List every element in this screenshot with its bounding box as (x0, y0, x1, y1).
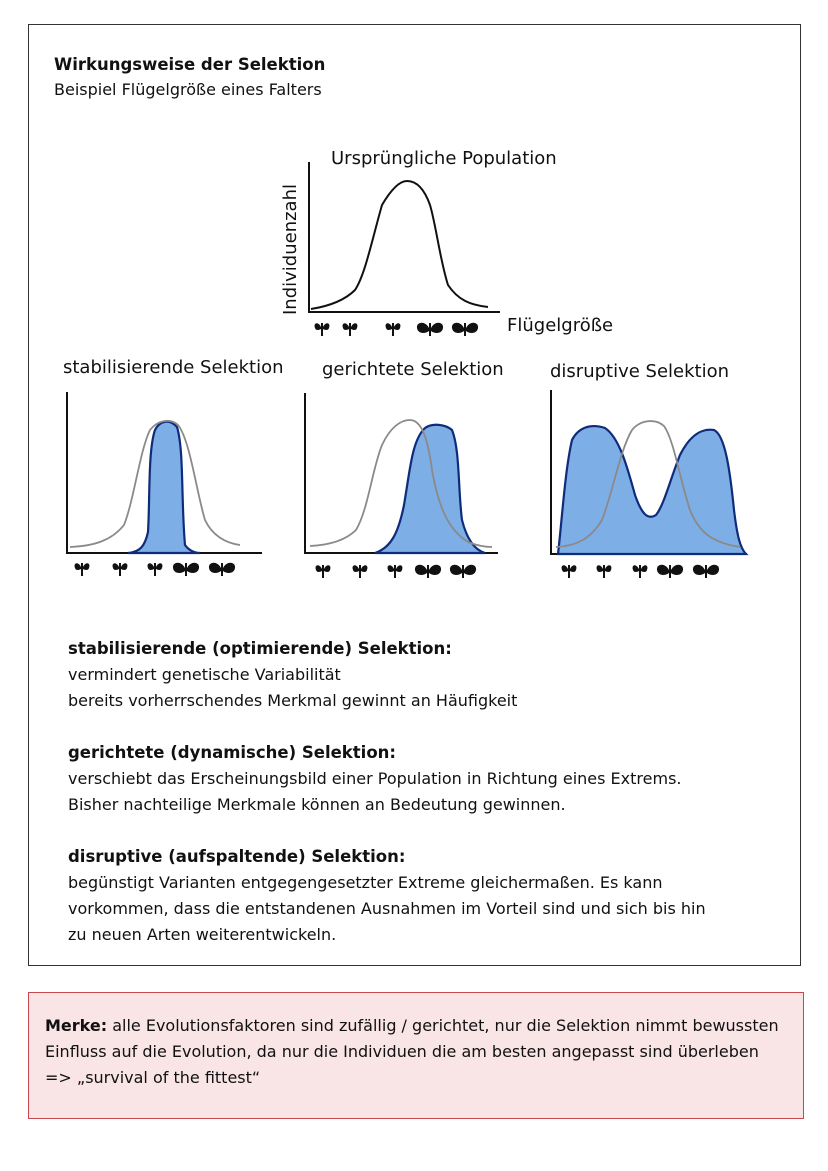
panel-title-directional: gerichtete Selektion (322, 359, 504, 380)
note-text: alle Evolutionsfaktoren sind zufällig / gerichtet, nur die Selektion nimmt bewussten Einfluss auf die Evolution, da nur die Individuen die am besten angepasst sind überleben => „survival of the fittest“ (45, 1016, 779, 1087)
selected-distribution-stabilizing (128, 422, 200, 553)
definition-heading: gerichtete (dynamische) Selektion: (68, 743, 397, 762)
definition-line: Bisher nachteilige Merkmale können an Bedeutung gewinnen. (68, 795, 566, 814)
main-graph-title: Ursprüngliche Population (331, 148, 557, 169)
main-moth-row (315, 323, 479, 336)
page-subtitle: Beispiel Flügelgröße eines Falters (54, 80, 322, 99)
y-axis-label: Individuenzahl (280, 183, 301, 315)
page-title: Wirkungsweise der Selektion (54, 55, 326, 74)
merke-note-box (28, 992, 804, 1119)
panel-title-disruptive: disruptive Selektion (550, 361, 730, 382)
definition-line: verschiebt das Erscheinungsbild einer Population in Richtung eines Extrems. (68, 769, 682, 788)
main-axes (309, 162, 500, 312)
moth-row-stabilizing (75, 563, 236, 576)
definition-line: bereits vorherrschendes Merkmal gewinnt an Häufigkeit (68, 691, 518, 710)
selected-distribution-disruptive (558, 426, 746, 554)
x-axis-label: Flügelgröße (507, 315, 614, 336)
definition-heading: stabilisierende (optimierende) Selektion: (68, 639, 452, 658)
selected-distribution-directional (375, 425, 485, 553)
definition-heading: disruptive (aufspaltende) Selektion: (68, 847, 406, 866)
definition-line: zu neuen Arten weiterentwickeln. (68, 925, 337, 944)
moth-row-disruptive (562, 565, 720, 578)
note-label: Merke: (45, 1016, 108, 1035)
moth-row-directional (316, 565, 477, 578)
definitions-section (68, 636, 788, 974)
definition-line: vorkommen, dass die entstandenen Ausnahmen im Vorteil sind und sich bis hin (68, 899, 706, 918)
original-distribution-curve (311, 181, 488, 309)
definition-directional (68, 740, 788, 818)
definition-disruptive (68, 844, 788, 948)
definition-line: vermindert genetische Variabilität (68, 665, 341, 684)
definition-stabilizing (68, 636, 788, 714)
panel-title-stabilizing: stabilisierende Selektion (63, 357, 284, 378)
definition-line: begünstigt Varianten entgegengesetzter Extreme gleichermaßen. Es kann (68, 873, 663, 892)
